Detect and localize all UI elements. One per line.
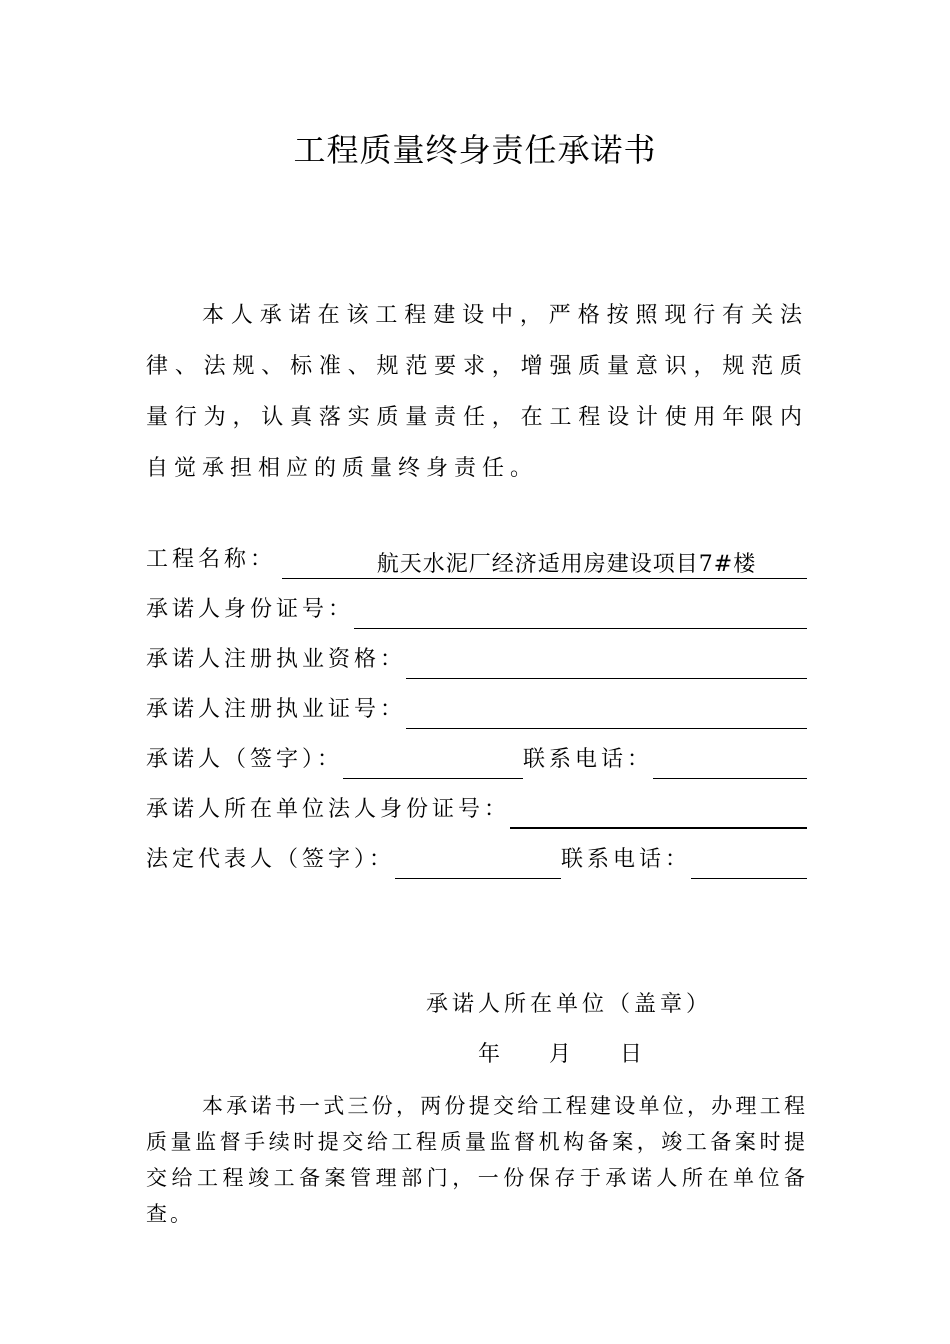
date-line bbox=[478, 1038, 642, 1072]
project-name-field[interactable] bbox=[282, 550, 807, 579]
unit-legal-id-label: 承诺人所在单位法人身份证号： bbox=[146, 797, 511, 822]
date-year: 年 bbox=[478, 1042, 501, 1067]
commitment-text: 本人承诺在该工程建设中，严格按照现行有关法律、法规、标准、规范要求，增强质量意识，规范质量行为，认真落实质量责任，在工程设计使用年限内自觉承担相应的质量终身责任。 bbox=[146, 303, 808, 481]
note-text: 本承诺书一式三份，两份提交给工程建设单位，办理工程质量监督手续时提交给工程质量监督机构备案，竣工备案时提交给工程竣工备案管理部门，一份保存于承诺人所在单位备查。 bbox=[146, 1094, 808, 1226]
registration-number-label: 承诺人注册执业证号： bbox=[146, 697, 407, 722]
legal-rep-signature-row bbox=[146, 841, 807, 875]
registration-qualification-row bbox=[146, 641, 807, 675]
unit-seal-text: 承诺人所在单位（盖章） bbox=[426, 992, 713, 1017]
document-title: 工程质量终身责任承诺书 bbox=[293, 131, 657, 169]
registration-qualification-field[interactable] bbox=[406, 650, 807, 679]
registration-number-row bbox=[146, 691, 807, 725]
contact-phone-label: 联系电话： bbox=[523, 747, 654, 772]
legal-rep-signature-field[interactable] bbox=[395, 850, 561, 879]
registration-number-field[interactable] bbox=[406, 700, 807, 729]
promisor-signature-row bbox=[146, 741, 807, 775]
date-month: 月 bbox=[549, 1042, 572, 1067]
id-number-label: 承诺人身份证号： bbox=[146, 597, 355, 622]
id-number-field[interactable] bbox=[354, 600, 807, 629]
note-paragraph bbox=[146, 1088, 808, 1232]
promisor-signature-label: 承诺人（签字）： bbox=[146, 747, 344, 772]
date-day: 日 bbox=[620, 1042, 643, 1067]
promisor-signature-field[interactable] bbox=[343, 750, 523, 779]
contact-phone-field-2[interactable] bbox=[691, 850, 807, 879]
project-name-label: 工程名称： bbox=[146, 547, 277, 572]
contact-phone-field[interactable] bbox=[653, 750, 807, 779]
registration-qualification-label: 承诺人注册执业资格： bbox=[146, 647, 407, 672]
id-number-row bbox=[146, 591, 807, 625]
unit-legal-id-field[interactable] bbox=[510, 799, 807, 829]
unit-legal-id-row bbox=[146, 791, 807, 825]
legal-rep-signature-label: 法定代表人（签字）： bbox=[146, 847, 396, 872]
project-name-value: 航天水泥厂经济适用房建设项目7#楼 bbox=[376, 552, 757, 577]
project-name-row bbox=[146, 541, 807, 575]
contact-phone-label-2: 联系电话： bbox=[561, 847, 692, 872]
commitment-paragraph bbox=[146, 290, 808, 494]
